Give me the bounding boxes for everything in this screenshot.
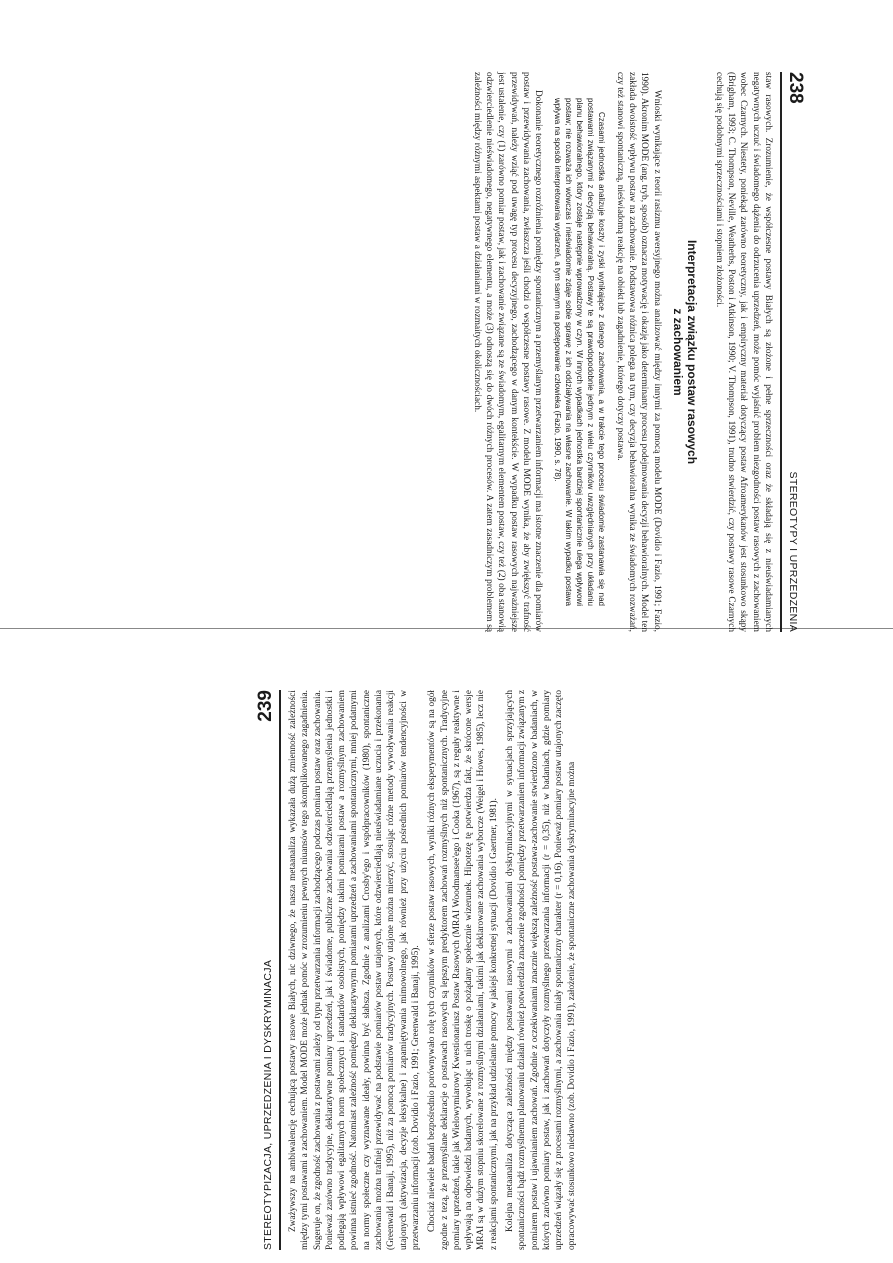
body-paragraph-1: Zważywszy na ambiwalencję cechującą postawy rasowe Białych, nic dziwnego, że nasza metaanaliza wykazała dużą zmienność zależności między tymi postawami a zachowaniem. Model MODE może jednak pomóc w zrozumieniu pewnych niuansów tego skomplikowanego zagadnienia. Sugeruje on, że zgodność zachowania z postawami zależy od typu przetwarzania informacji zachodzącego podczas pomiaru postaw oraz zachowania. Ponieważ zarówno tradycyjne, deklaratywne pomiary uprzedzeń, jak i świadome, publiczne zachowania odzwierciedlają przemyślenia jednostki i podlegają wpływowi egalitarnych norm społecznych i standardów osobistych, pomiędzy takimi pomiarami postaw a rozmyślnym zachowaniem powinna istnieć zgodność. Natomiast zależność pomiędzy deklaratywnymi pomiarami uprzedzeń a zachowaniami spontanicznymi, mniej podatnymi na normy społeczne czy wyznawane ideały, powinna być słabsza. Zgodnie z analizami Crosby'ego i współpracowników (1980), spontaniczne zachowania można trafniej przewidywać na podstawie pomiarów postaw utajonych, które odzwierciedlają nieuświadamiane uczucia i przekonania (Greenwald i Banaji, 1995), niż za pomocą pomiarów tradycyjnych. Postawy utajone można mierzyć, stosując różne metody wywoływania reakcji utajonych (aktywizacja, decyzje leksykalne) i zapamiętywania mimowolnego, jak również przy użyciu pośrednich pomiarów tendencyjności w przetwarzaniu informacji (zob. Dovidio i Fazio, 1991; Greenwald i Banaji, 1995). xyxy=(288,690,421,1250)
page-number: 238 xyxy=(785,72,806,104)
block-quote: Czasami jednostka analizuje koszty i zyski wynikające z danego zachowania, a w trakcie tego procesu świadomie zastanawia się nad postawami związanymi z decyzją behawioralną. Postawy te są prawdopodobnie jednym z wielu czynników uwzględnianych przy układaniu planu behawioralnego, który zostaje następnie wprowadzony w czyn. W innych wypadkach jednostka bardziej spontanicznie ulega wpływowi postaw; nie rozważa ich wówczas i nieświadomie zdaje sobie sprawę z ich oddziaływania na własne zachowanie. W takim wypadku postawa wpływa na sposób interpretowania wydarzeń, a tym samym na postępowanie człowieka (Fazio, 1990, s. 78). xyxy=(553,98,607,606)
section-paragraph: Wnioski wynikające z teorii rasizmu awersyjnego można analizować między innymi za pomocą modelu MODE (Dovidio i Fazio, 1991; Fazio, 1990). Akronim MODE (ang. tryb, sposób) oznacza motywację i okazję jako determinanty procesu podejmowania decyzji behawioralnych. Model ten zakłada dwoistość wpływu postaw na zachowanie. Podstawowa różnica polega na tym, czy decyzja behawioralna wynika ze świadomych rozważań, czy też stanowi spontaniczną, nieświadomą reakcję na obiekt lub zagadnienie, którego dotyczy postawa. xyxy=(614,72,662,632)
body-paragraph-3: Kolejna metaanaliza dotycząca zależności między postawami rasowymi a zachowaniami dyskryminacyjnymi w sytuacjach sprzyjających spontaniczności bądź rozmyślnemu planowaniu działań również potwierdziła znaczenie zgodności pomiędzy przetwarzaniem informacji związanym z pomiarem postaw i ujawnianiem zachowań. Zgodnie z oczekiwaniami znacznie większą zależność postawa-zachowanie stwierdzono w badaniach, w których zarówno pomiary postaw, jak i zachowań dotyczyły rozmyślnego przetwarzania informacji (r = 0,35), niż w badaniach, gdzie pomiary uprzedzeń wiązały się z procesami rozmyślnymi, a zachowania miały spontaniczny charakter (r = 0,16). Ponieważ pomiary postaw utajonych zaczęto opracowywać stosunkowo niedawno (zob. Dovidio i Fazio, 1991), założenie, że spontaniczne zachowania dyskryminacyjne można xyxy=(505,690,577,1250)
section-heading-line2: z zachowaniem xyxy=(670,308,685,396)
page-number: 239 xyxy=(255,690,276,722)
running-head: STEREOTYPIZACJA, UPRZEDZENIA I DYSKRYMINACJA xyxy=(262,959,274,1250)
section-heading-line1: Interpretacja związku postaw rasowych xyxy=(684,239,699,465)
page-238 xyxy=(30,72,806,632)
running-head: STEREOTYPY I UPRZEDZENIA xyxy=(787,471,799,632)
intro-paragraph: staw rasowych. Zrozumienie, że współczesne postawy Białych są złożone i pełne sprzeczności oraz że składają się z nieuświadamianych negatywnych uczuć i świadomego dążenia do odrzucenia uprzedzeń, może pomóc wyjaśnić problem niezgodności postaw rasowych z zachowaniem wobec Czarnych. Niestety, poniekąd zarówno teoretyczny, jak i empiryczny materiał dotyczący postaw Afroamerykanów jest stosunkowo skąpy (Brigham, 1993; C. Thompson, Neville, Weatherbs, Poston i Atkinson, 1990; V. Thompson, 1991), trudno stwierdzić, czy postawy rasowe Czarnych cechują się podobnymi sprzecznościami i stopniem złożoności. xyxy=(713,72,773,632)
closing-paragraph: Dokonanie teoretycznego rozróżnienia pomiędzy spontanicznym a przemyślanym przetwarzaniem informacji ma istotne znaczenie dla pomiarów postaw i przewidywania zachowania, zwłaszcza jeśli chodzi o współczesne postawy rasowe. Z modelu MODE wynika, że aby zwiększyć trafność przewidywań, należy wziąć pod uwagę typ procesu decyzyjnego, zachodzącego w danym kontekście. W wypadku postaw rasowych najważniejsze jest ustalenie, czy (1) zarówno pomiar postaw, jak i zachowanie związane są ze świadomym, egalitarnym elementem postaw, czy też (2) oba stanowią odzwierciedlenie nieświadomego, negatywnego elementu, a może (3) odnoszą się do dwóch różnych procesów. A zatem zasadniczym problemem są zależności między różnymi aspektami postaw a działaniami w rozmaitych okolicznościach. xyxy=(471,72,544,632)
body-paragraph-2: Chociaż niewiele badań bezpośrednio porównywało rolę tych czynników w sferze postaw rasowych, wyniki różnych eksperymentów są na ogół zgodne z tezą, że przemyślane deklaracje o postawach rasowych są lepszym predyktorem zachowań rozmyślnych niż spontanicznych. Tradycyjne pomiary uprzedzeń, takie jak Wielowymiarowy Kwestionariusz Postaw Rasowych (MRAI Woodmansee'ego i Cooka (1967), są z reguły reaktywne i wpływają na odpowiedzi badanych, wywołując u nich troskę o pożądany społecznie wizerunek. Hipotezę tę potwierdza fakt, że skrócone wersje MRAI są w dużym stopniu skorelowane z rozmyślnymi działaniami, takimi jak deklarowane zachowania wyborcze (Weigel i Howes, 1985), lecz nie z reakcjami spontanicznymi, jak na przykład udzielanie pomocy w jakiejś konkretnej sytuacji (Dovidio i Gaertner, 1981). xyxy=(427,690,499,1250)
page-header xyxy=(780,72,806,632)
section-heading xyxy=(671,72,699,632)
page-239 xyxy=(255,690,845,1250)
page-header xyxy=(255,690,281,1250)
